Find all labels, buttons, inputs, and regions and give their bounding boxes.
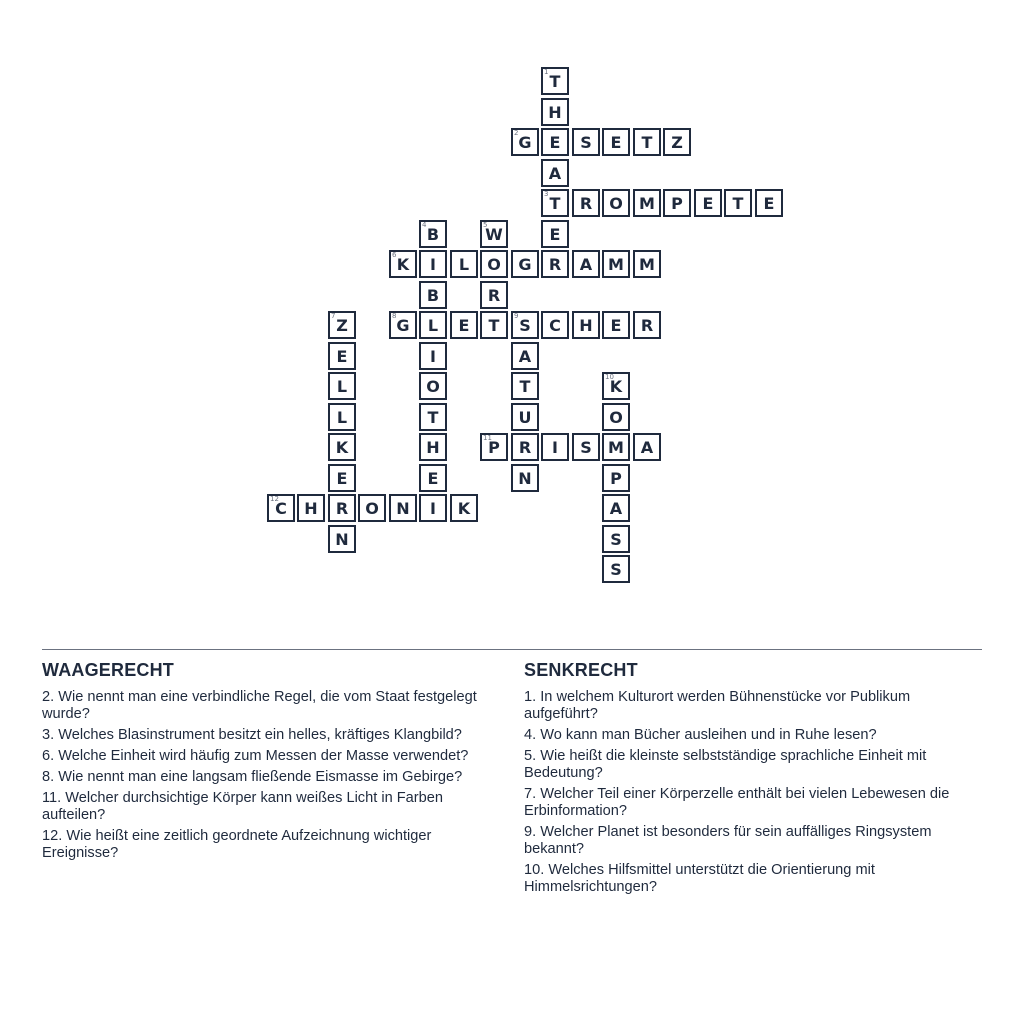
grid-cell[interactable] [633,189,661,217]
cell-letter: E [549,132,561,152]
cell-letter: G [396,315,410,335]
cell-letter: N [518,468,532,488]
grid-cell[interactable] [389,250,417,278]
grid-cell[interactable] [480,311,508,339]
grid-cell[interactable] [419,464,447,492]
cell-letter: O [609,407,623,427]
across-clue: 12. Wie heißt eine zeitlich geordnete Aufzeichnung wichtiger Ereignisse? [42,828,432,861]
cell-letter: L [427,315,439,335]
across-clue: 3. Welches Blasinstrument besitzt ein helles, kräftiges Klangbild? [42,727,462,743]
cell-letter: R [548,254,562,274]
grid-cell[interactable] [633,433,661,461]
cell-letter: R [487,285,501,305]
cell-letter: R [579,193,593,213]
down-clue: 9. Welcher Planet ist besonders für sein auffälliges Ringsystem bekannt? [524,824,932,857]
cell-letter: K [335,437,349,457]
grid-cell[interactable] [511,464,539,492]
grid-cell[interactable] [511,433,539,461]
grid-cell[interactable] [450,494,478,522]
cell-letter: E [763,193,775,213]
grid-cell[interactable] [328,403,356,431]
cell-letter: E [549,224,561,244]
cell-letter: A [518,346,532,366]
cell-letter: K [396,254,410,274]
down-clue: 5. Wie heißt die kleinste selbstständige sprachliche Einheit mit Bedeutung? [524,748,927,781]
grid-cell[interactable] [572,311,600,339]
grid-cell[interactable] [633,311,661,339]
cell-letter: T [732,193,744,213]
down-clue: 10. Welches Hilfsmittel unterstützt die Orientierung mit Himmelsrichtungen? [524,862,875,895]
cell-letter: G [518,132,532,152]
grid-cell[interactable] [663,189,691,217]
cell-letter: E [427,468,439,488]
cell-letter: A [579,254,593,274]
clue-number: 9 [514,312,519,320]
cell-letter: P [671,193,683,213]
clue-number: 2 [514,129,519,137]
cell-letter: R [640,315,654,335]
cell-letter: T [641,132,653,152]
cell-letter: O [365,498,379,518]
cell-letter: I [430,346,436,366]
grid-cell[interactable] [419,311,447,339]
grid-cell[interactable] [572,128,600,156]
cell-letter: H [548,102,562,122]
grid-cell[interactable] [480,220,508,248]
down-clue-list [524,689,974,896]
cell-letter: E [336,468,348,488]
cell-letter: T [549,71,561,91]
grid-cell[interactable] [511,403,539,431]
cell-letter: I [552,437,558,457]
cell-letter: C [549,315,561,335]
cell-letter: E [702,193,714,213]
cell-letter: B [426,285,440,305]
cell-letter: I [430,254,436,274]
grid-cell[interactable] [328,525,356,553]
cell-letter: R [335,498,349,518]
grid-cell[interactable] [541,67,569,95]
grid-cell[interactable] [480,281,508,309]
cell-letter: R [518,437,532,457]
cell-letter: S [580,437,592,457]
grid-cell[interactable] [328,433,356,461]
cell-letter: S [610,559,622,579]
cell-letter: M [639,193,655,213]
down-clue: 7. Welcher Teil einer Körperzelle enthält bei vielen Lebewesen die Erbinformation? [524,786,950,819]
grid-cell[interactable] [450,250,478,278]
grid-cell[interactable] [419,220,447,248]
cell-letter: Z [671,132,683,152]
cell-letter: H [426,437,440,457]
cell-letter: O [609,193,623,213]
across-clue: 6. Welche Einheit wird häufig zum Messen der Masse verwendet? [42,748,469,764]
grid-cell[interactable] [541,98,569,126]
grid-cell[interactable] [602,525,630,553]
cell-letter: A [609,498,623,518]
cell-letter: H [304,498,318,518]
grid-cell[interactable] [602,250,630,278]
cell-letter: E [336,346,348,366]
cell-letter: O [487,254,501,274]
grid-cell[interactable] [602,189,630,217]
clue-number: 5 [483,221,488,229]
cell-letter: L [458,254,470,274]
grid-cell[interactable] [602,464,630,492]
grid-cell[interactable] [541,159,569,187]
grid-cell[interactable] [389,494,417,522]
cell-letter: G [518,254,532,274]
grid-cell[interactable] [328,494,356,522]
cell-letter: A [640,437,654,457]
grid-cell[interactable] [419,372,447,400]
cell-letter: M [608,254,624,274]
cell-letter: P [610,468,622,488]
grid-cell[interactable] [419,250,447,278]
grid-cell[interactable] [419,342,447,370]
clue-number: 11 [483,434,492,442]
grid-cell[interactable] [328,464,356,492]
cell-letter: T [549,193,561,213]
cell-letter: S [580,132,592,152]
grid-cell[interactable] [419,403,447,431]
cell-letter: M [639,254,655,274]
across-clue-list [42,689,502,862]
across-heading: WAAGERECHT [42,660,174,680]
grid-cell[interactable] [541,433,569,461]
grid-cell[interactable] [358,494,386,522]
grid-cell[interactable] [541,189,569,217]
grid-cell[interactable] [541,311,569,339]
grid-cell[interactable] [267,494,295,522]
grid-cell[interactable] [511,311,539,339]
across-clue: 8. Wie nennt man eine langsam fließende Eismasse im Gebirge? [42,769,463,785]
grid-cell[interactable] [511,342,539,370]
cell-letter: A [548,163,562,183]
clue-number: 8 [392,312,397,320]
cell-letter: T [519,376,531,396]
down-heading: SENKRECHT [524,660,638,680]
grid-cell[interactable] [328,342,356,370]
cell-letter: H [579,315,593,335]
cell-letter: E [610,315,622,335]
clue-number: 3 [544,190,549,198]
cell-letter: M [608,437,624,457]
grid-cell[interactable] [541,128,569,156]
cell-letter: N [335,529,349,549]
grid-cell[interactable] [633,128,661,156]
grid-cell[interactable] [602,494,630,522]
grid-cell[interactable] [602,555,630,583]
clue-number: 7 [331,312,336,320]
grid-cell[interactable] [419,494,447,522]
clue-number: 12 [270,495,279,503]
across-clue: 2. Wie nennt man eine verbindliche Regel, die vom Staat festgelegt wurde? [42,689,477,722]
grid-cell[interactable] [572,250,600,278]
grid-cell[interactable] [572,433,600,461]
cell-letter: U [518,407,532,427]
cell-letter: W [485,224,503,244]
cell-letter: K [457,498,471,518]
section-divider [42,649,982,650]
cell-letter: T [427,407,439,427]
cell-letter: S [519,315,531,335]
grid-cell[interactable] [419,281,447,309]
clue-number: 1 [544,68,549,76]
cell-letter: L [336,407,348,427]
grid-cell[interactable] [541,220,569,248]
down-clue: 1. In welchem Kulturort werden Bühnenstücke vor Publikum aufgeführt? [524,689,911,722]
across-clue: 11. Welcher durchsichtige Körper kann weißes Licht in Farben aufteilen? [42,790,443,823]
grid-cell[interactable] [663,128,691,156]
grid-cell[interactable] [602,403,630,431]
cell-letter: S [610,529,622,549]
grid-cell[interactable] [328,311,356,339]
grid-cell[interactable] [480,250,508,278]
down-clues-section [524,660,974,900]
grid-cell[interactable] [480,433,508,461]
clue-number: 4 [422,221,427,229]
cell-letter: T [488,315,500,335]
grid-cell[interactable] [511,372,539,400]
grid-cell[interactable] [724,189,752,217]
cell-letter: C [275,498,287,518]
grid-cell[interactable] [572,189,600,217]
clue-number: 6 [392,251,397,259]
cell-letter: P [488,437,500,457]
cell-letter: L [336,376,348,396]
grid-cell[interactable] [389,311,417,339]
grid-cell[interactable] [602,311,630,339]
cell-letter: N [396,498,410,518]
grid-cell[interactable] [541,250,569,278]
grid-cell[interactable] [633,250,661,278]
grid-cell[interactable] [328,372,356,400]
grid-cell[interactable] [755,189,783,217]
grid-cell[interactable] [419,433,447,461]
cell-letter: O [426,376,440,396]
grid-cell[interactable] [602,128,630,156]
grid-cell[interactable] [297,494,325,522]
cell-letter: Z [336,315,348,335]
cell-letter: E [458,315,470,335]
grid-cell[interactable] [694,189,722,217]
grid-cell[interactable] [450,311,478,339]
grid-cell[interactable] [602,372,630,400]
grid-cell[interactable] [511,250,539,278]
cell-letter: K [609,376,623,396]
cell-letter: I [430,498,436,518]
grid-cell[interactable] [602,433,630,461]
down-clue: 4. Wo kann man Bücher ausleihen und in Ruhe lesen? [524,727,877,743]
grid-cell[interactable] [511,128,539,156]
cell-letter: B [426,224,440,244]
cell-letter: E [610,132,622,152]
clue-number: 10 [605,373,614,381]
across-clues-section [42,660,502,866]
